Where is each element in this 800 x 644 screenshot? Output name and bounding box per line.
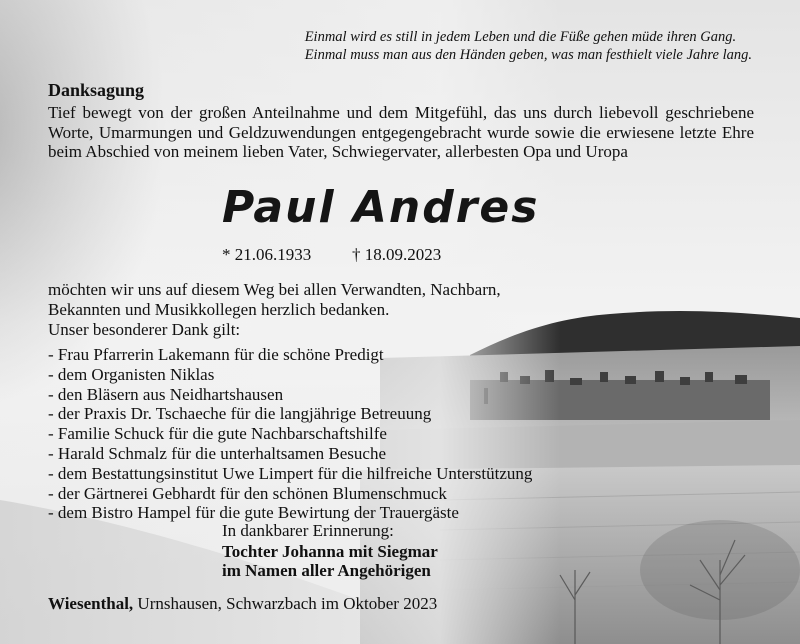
thanks-paragraph: möchten wir uns auf diesem Weg bei allen Verwandten, Nachbarn, Bekannten und Musikkollegen herzlich bedanken.: [48, 280, 501, 319]
thanks-list: [48, 345, 532, 523]
heading: Danksagung: [48, 80, 145, 100]
signature-line-1: Tochter Johanna mit Siegmar: [222, 542, 438, 561]
list-item: - dem Bistro Hampel für die gute Bewirtung der Trauergäste: [48, 503, 459, 523]
memory-line: In dankbarer Erinnerung:: [222, 521, 394, 540]
motto-line-2: Einmal muss man aus den Händen geben, was man festhielt viele Jahre lang.: [304, 47, 752, 63]
place-town: Wiesenthal,: [48, 594, 134, 613]
list-item: - der Gärtnerei Gebhardt für den schönen Blumenschmuck: [48, 483, 447, 503]
motto-line-1: Einmal wird es still in jedem Leben und die Füße gehen müde ihren Gang.: [304, 29, 737, 45]
thanks-label: Unser besonderer Dank gilt:: [48, 320, 241, 339]
signature-line-2: im Namen aller Angehörigen: [222, 561, 431, 580]
intro-paragraph: Tief bewegt von der großen Anteilnahme und dem Mitgefühl, das uns durch liebevoll geschriebene Worte, Umarmungen und Geldzuwendungen entgegengebracht wurde sowie die erwiesene letzte Ehre beim Abschied von meinem lieben Vater, Schwiegervater, allerbesten Opa und Uropa: [48, 103, 754, 161]
motto-quote: [305, 28, 752, 64]
deceased-name: Paul Andres: [222, 182, 540, 233]
list-item: - den Bläsern aus Neidhartshausen: [48, 384, 284, 404]
birth-date: * 21.06.1933: [222, 245, 312, 264]
list-item: - dem Bestattungsinstitut Uwe Limpert für die hilfreiche Unterstützung: [48, 463, 533, 483]
list-item: - Frau Pfarrerin Lakemann für die schöne Predigt: [48, 345, 384, 364]
list-item: - Harald Schmalz für die unterhaltsamen Besuche: [48, 443, 386, 463]
place-date: [48, 594, 437, 614]
list-item: - Familie Schuck für die gute Nachbarschaftshilfe: [48, 424, 387, 444]
list-item: - dem Organisten Niklas: [48, 364, 215, 384]
list-item: - der Praxis Dr. Tschaeche für die langjährige Betreuung: [48, 404, 432, 424]
place-rest: Urnshausen, Schwarzbach im Oktober 2023: [133, 594, 438, 613]
death-date: † 18.09.2023: [352, 245, 442, 264]
